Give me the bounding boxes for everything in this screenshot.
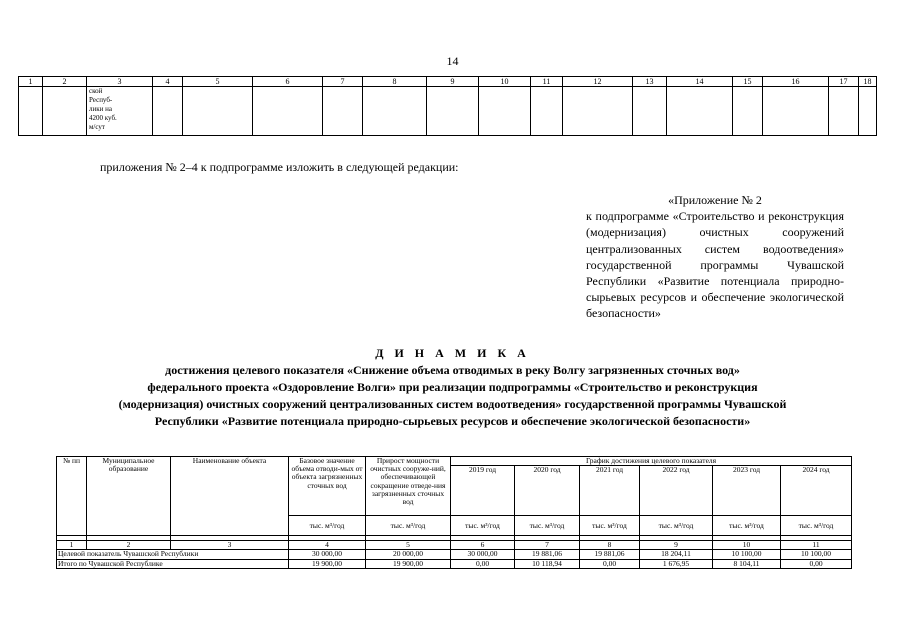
year-value-cell: 10 100,00	[781, 550, 852, 559]
top-table-header-cell: 13	[633, 77, 667, 87]
column-number: 8	[580, 541, 640, 550]
top-table-header-cell: 9	[427, 77, 479, 87]
column-number: 9	[640, 541, 713, 550]
top-table-header-cell: 18	[859, 77, 877, 87]
unit-label: тыс. м³/год	[781, 516, 852, 536]
header-year: 2021 год	[580, 466, 640, 516]
top-table-header-cell: 17	[829, 77, 859, 87]
top-table-header-cell: 2	[43, 77, 87, 87]
header-schedule: График достижения целевого показателя	[451, 457, 852, 466]
year-value-cell: 10 118,94	[515, 559, 580, 568]
year-value-cell: 18 204,11	[640, 550, 713, 559]
base-value-cell: 30 000,00	[289, 550, 366, 559]
year-value-cell: 0,00	[580, 559, 640, 568]
top-table-header-cell: 16	[763, 77, 829, 87]
dynamics-table	[56, 456, 852, 569]
unit-label: тыс. м³/год	[580, 516, 640, 536]
row-label: Целевой показатель Чувашской Республики	[57, 550, 289, 559]
top-table-header-cell: 4	[153, 77, 183, 87]
object-name-fragment: ской Респуб- лики на 4200 куб. м/сут	[87, 87, 153, 136]
column-number: 3	[171, 541, 289, 550]
document-heading	[20, 345, 885, 430]
heading-line: федерального проекта «Оздоровление Волги» при реализации подпрограммы «Строительство и реконструкция	[147, 380, 758, 394]
top-table-header-cell: 10	[479, 77, 531, 87]
row-label: Итого по Чувашской Республике	[57, 559, 289, 568]
header-base-value: Базовое значение объема отводи-мых от объекта загрязненных сточных вод	[289, 457, 366, 516]
column-number: 6	[451, 541, 515, 550]
continuation-table	[18, 76, 877, 136]
top-table-header-cell: 14	[667, 77, 733, 87]
header-object: Наименование объекта	[171, 457, 289, 536]
header-year: 2024 год	[781, 466, 852, 516]
header-year: 2023 год	[713, 466, 781, 516]
header-year: 2022 год	[640, 466, 713, 516]
unit-label: тыс. м³/год	[515, 516, 580, 536]
top-table-header-cell: 11	[531, 77, 563, 87]
top-table-header-cell: 5	[183, 77, 253, 87]
top-table-header-row	[19, 77, 877, 87]
top-table-body-row	[19, 87, 877, 136]
page-number: 14	[446, 54, 459, 68]
column-number: 11	[781, 541, 852, 550]
year-value-cell: 8 104,11	[713, 559, 781, 568]
table-row	[57, 550, 852, 559]
capacity-cell: 19 900,00	[366, 559, 451, 568]
appendix-reference	[586, 192, 844, 322]
unit-label: тыс. м³/год	[451, 516, 515, 536]
year-value-cell: 30 000,00	[451, 550, 515, 559]
header-no: № пп	[57, 457, 87, 536]
unit-label: тыс. м³/год	[640, 516, 713, 536]
header-year: 2019 год	[451, 466, 515, 516]
column-number: 10	[713, 541, 781, 550]
unit-label: тыс. м³/год	[366, 516, 451, 536]
column-number: 7	[515, 541, 580, 550]
year-value-cell: 19 881,06	[580, 550, 640, 559]
unit-label: тыс. м³/год	[713, 516, 781, 536]
header-capacity: Прирост мощности очистных сооруже-ний, обеспечивающей сокращение отведе-ния загрязненных сточных вод	[366, 457, 451, 516]
column-number: 5	[366, 541, 451, 550]
year-value-cell: 10 100,00	[713, 550, 781, 559]
top-table-header-cell: 1	[19, 77, 43, 87]
year-value-cell: 0,00	[781, 559, 852, 568]
top-table-header-cell: 3	[87, 77, 153, 87]
appendix-title: «Приложение № 2	[668, 193, 762, 207]
unit-label: тыс. м³/год	[289, 516, 366, 536]
heading-line: достижения целевого показателя «Снижение объема отводимых в реку Волгу загрязненных сточных вод»	[165, 363, 740, 377]
top-table-header-cell: 8	[363, 77, 427, 87]
base-value-cell: 19 900,00	[289, 559, 366, 568]
heading-title: Д И Н А М И К А	[375, 346, 530, 360]
column-number: 2	[87, 541, 171, 550]
intro-paragraph: приложения № 2–4 к подпрограмме изложить в следующей редакции:	[100, 160, 459, 174]
header-municipality: Муниципальное образование	[87, 457, 171, 536]
heading-line: (модернизация) очистных сооружений централизованных систем водоотведения» государственной программы Чувашской	[118, 397, 787, 411]
table-row	[57, 559, 852, 568]
top-table-header-cell: 7	[323, 77, 363, 87]
year-value-cell: 19 881,06	[515, 550, 580, 559]
column-number: 1	[57, 541, 87, 550]
header-year: 2020 год	[515, 466, 580, 516]
year-value-cell: 0,00	[451, 559, 515, 568]
top-table-header-cell: 15	[733, 77, 763, 87]
appendix-body: к подпрограмме «Строительство и реконструкция (модернизация) очистных сооружений централизованных систем водоотведения» государственной программы Чувашской Республики «Развитие потенциала природно-сырьевых ресурсов и обеспечение экологической безопасности»	[586, 209, 844, 321]
top-table-header-cell: 12	[563, 77, 633, 87]
capacity-cell: 20 000,00	[366, 550, 451, 559]
heading-line: Республики «Развитие потенциала природно-сырьевых ресурсов и обеспечение экологической безопасности»	[154, 414, 751, 428]
year-value-cell: 1 676,95	[640, 559, 713, 568]
column-number: 4	[289, 541, 366, 550]
top-table-header-cell: 6	[253, 77, 323, 87]
